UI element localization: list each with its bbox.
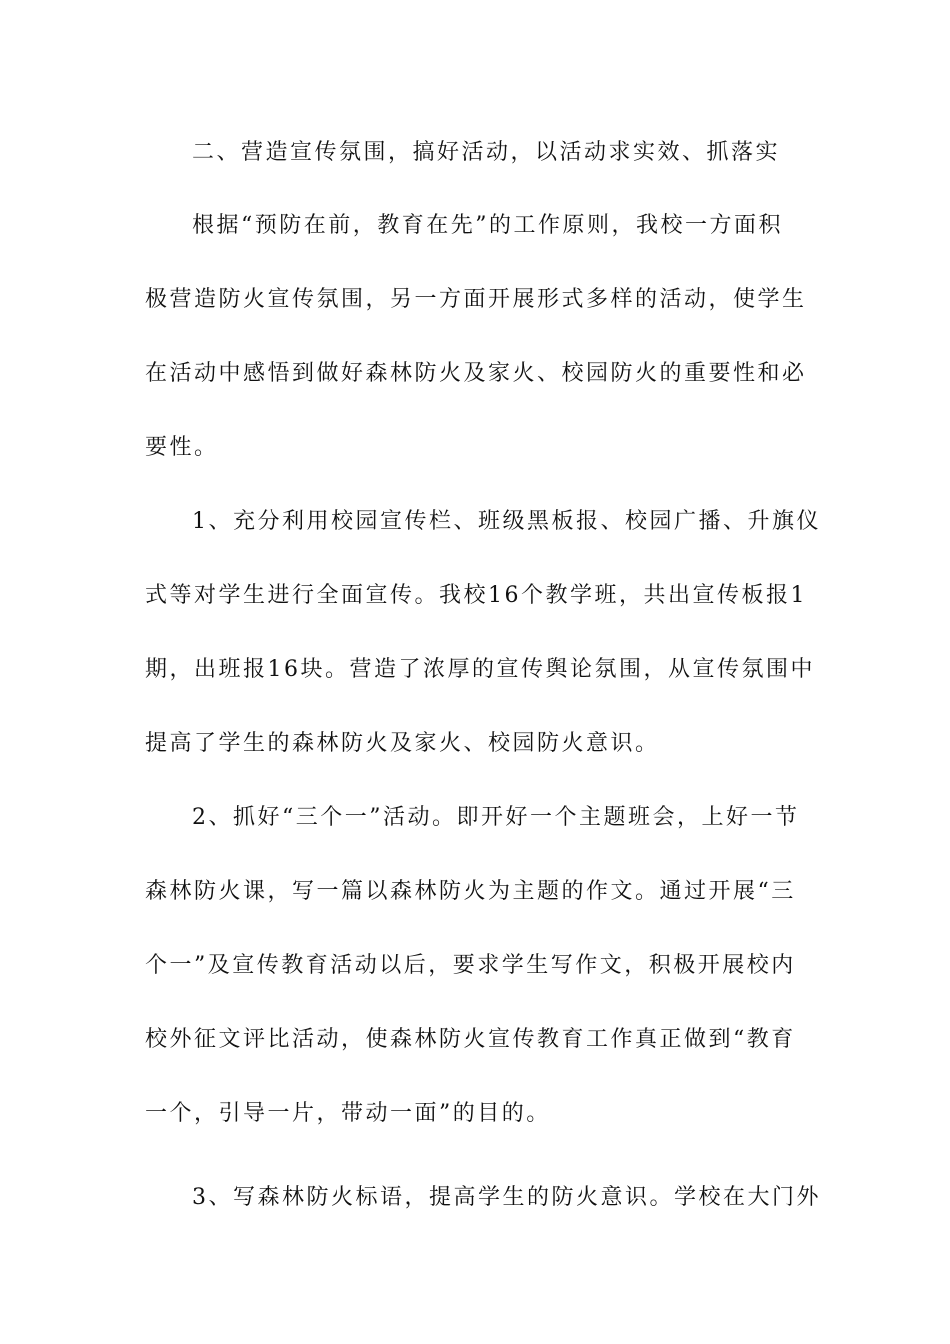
paragraph-line: 3、写森林防火标语，提高学生的防火意识。学校在大门外 (192, 1185, 821, 1210)
paragraph-line: 极营造防火宣传氛围，另一方面开展形式多样的活动，使学生 (145, 287, 807, 312)
paragraph-line: 期，出班报16块。营造了浓厚的宣传舆论氛围，从宣传氛围中 (145, 657, 815, 682)
paragraph-line: 在活动中感悟到做好森林防火及家火、校园防火的重要性和必 (145, 361, 807, 386)
paragraph-line: 要性。 (145, 435, 219, 460)
paragraph-line: 森林防火课，写一篇以森林防火为主题的作文。通过开展“三 (145, 879, 796, 904)
paragraph-line: 个一”及宣传教育活动以后，要求学生写作文，积极开展校内 (145, 953, 796, 978)
paragraph-line: 提高了学生的森林防火及家火、校园防火意识。 (145, 731, 660, 756)
paragraph-line: 2、抓好“三个一”活动。即开好一个主题班会，上好一节 (192, 805, 800, 830)
paragraph-line: 根据“预防在前，教育在先”的工作原则，我校一方面积 (192, 213, 783, 238)
paragraph-line: 式等对学生进行全面宣传。我校16个教学班，共出宣传板报1 (145, 583, 807, 608)
section-heading: 二、营造宣传氛围，搞好活动，以活动求实效、抓落实 (192, 140, 781, 165)
paragraph-line: 一个，引导一片，带动一面”的目的。 (145, 1101, 551, 1126)
paragraph-line: 1、充分利用校园宣传栏、班级黑板报、校园广播、升旗仪 (192, 509, 821, 534)
paragraph-line: 校外征文评比活动，使森林防火宣传教育工作真正做到“教育 (145, 1027, 796, 1052)
